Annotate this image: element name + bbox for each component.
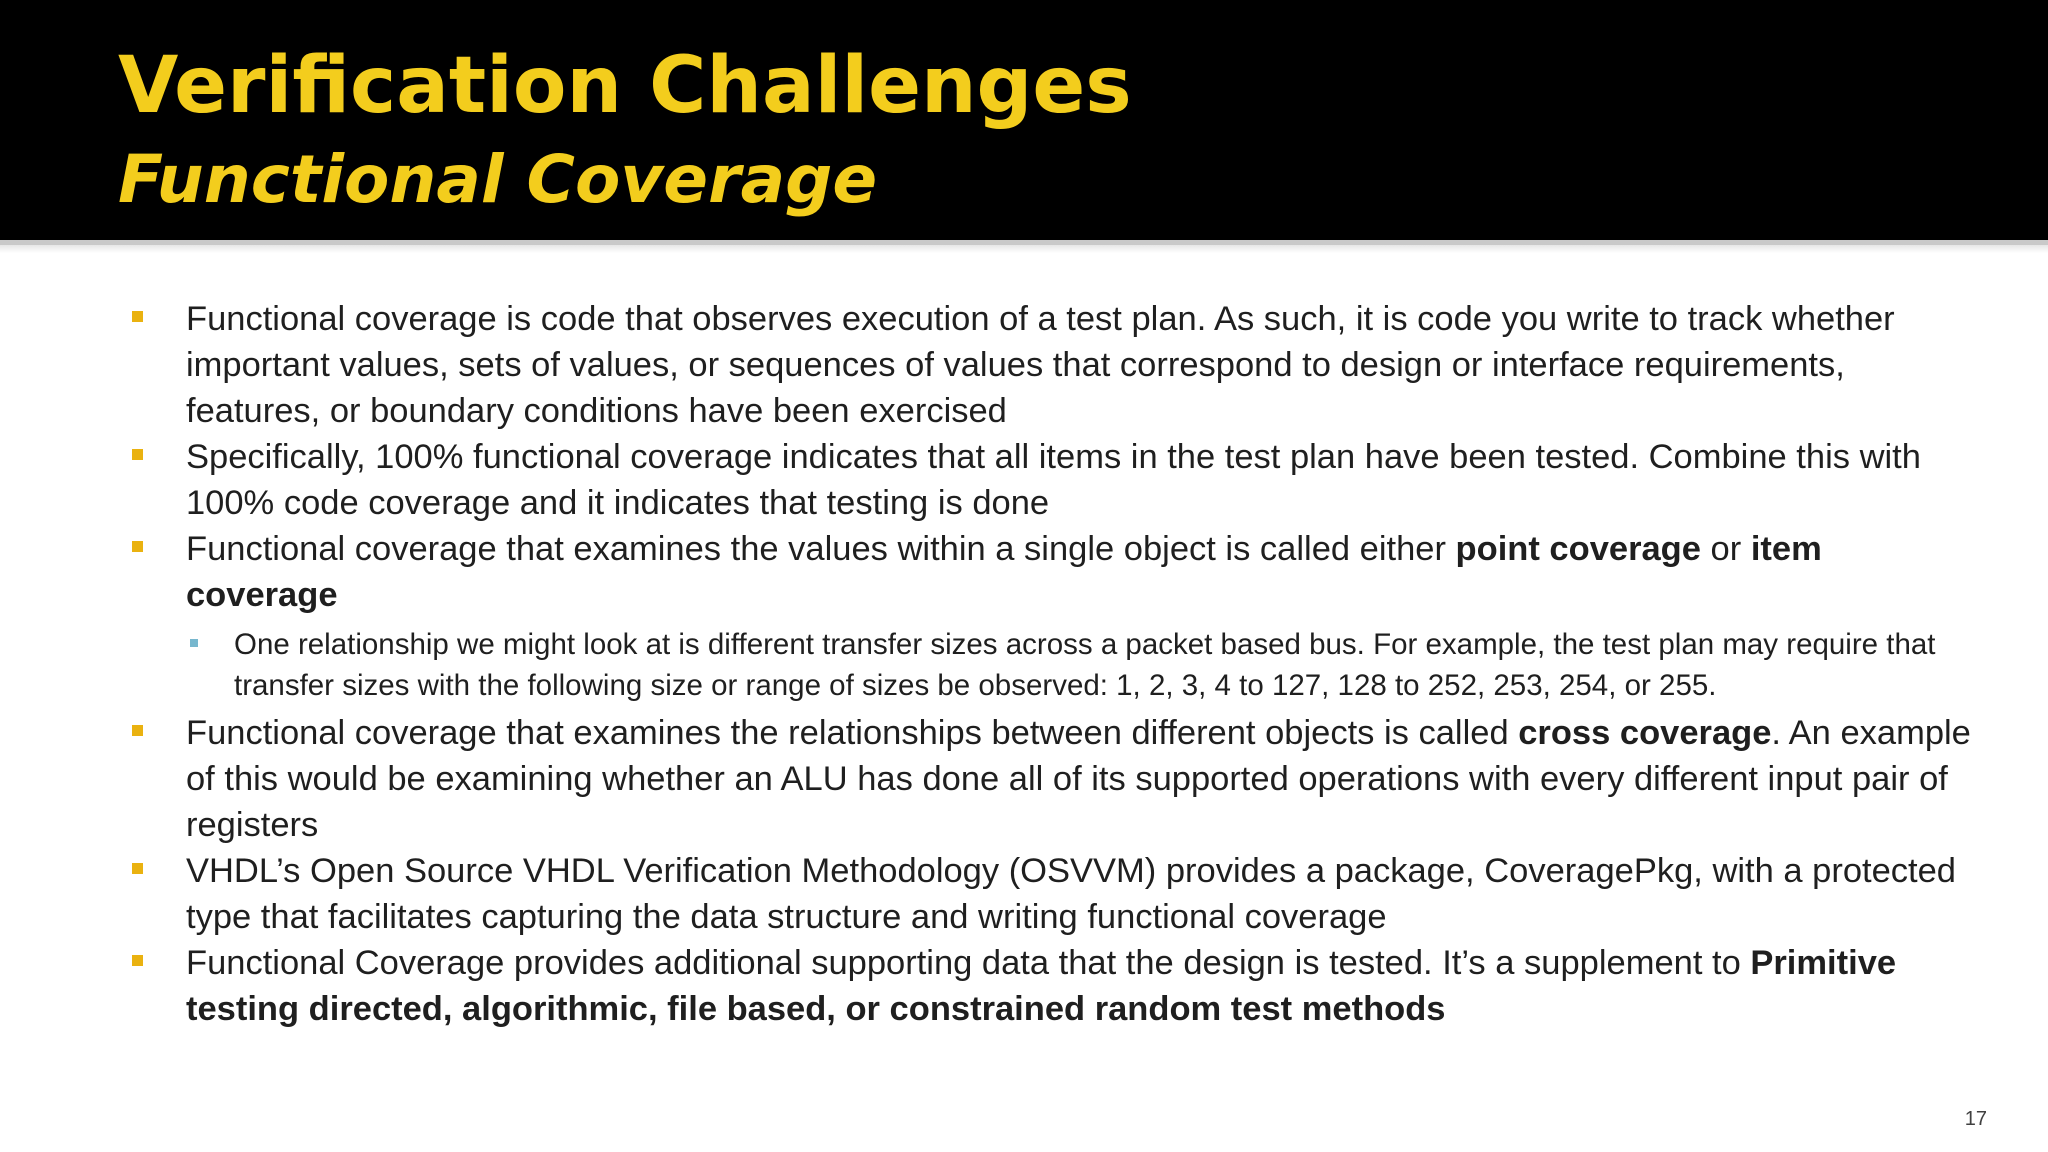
bold-term: point coverage <box>1455 530 1701 568</box>
bullet-text: VHDL’s Open Source VHDL Verification Methodology (OSVVM) provides a package, CoveragePkg, with a protected type that facilitates capturing the data structure and writing functional coverage <box>186 852 1956 936</box>
slide-subtitle: Functional Coverage <box>118 141 878 218</box>
bullet-item <box>130 710 1978 848</box>
bullet-list <box>130 296 1978 1032</box>
bullet-marker-icon <box>132 541 143 552</box>
bullet-item <box>130 434 1978 526</box>
bullet-item <box>130 848 1978 940</box>
sub-bullet-marker-icon <box>190 639 198 647</box>
page-number: 17 <box>1964 1108 1987 1130</box>
sub-bullet-item <box>130 624 1978 706</box>
bold-term: item coverage <box>186 530 1822 614</box>
bold-term: Primitive testing directed, algorithmic, file based, or constrained random test methods <box>186 944 1897 1028</box>
bullet-marker-icon <box>132 449 143 460</box>
bullet-marker-icon <box>132 311 143 322</box>
bullet-text: or <box>1700 530 1751 568</box>
bullet-text: Functional coverage that examines the values within a single object is called either <box>186 530 1456 568</box>
bullet-item <box>130 296 1978 434</box>
bullet-marker-icon <box>132 955 143 966</box>
bullet-text: Specifically, 100% functional coverage indicates that all items in the test plan have been tested. Combine this with 100% code coverage and it indicates that testing is done <box>186 438 1921 522</box>
bullet-text: . An example of this would be examining whether an ALU has done all of its supported operations with every different input pair of registers <box>186 714 1971 844</box>
bullet-marker-icon <box>132 725 143 736</box>
bullet-item <box>130 940 1978 1032</box>
bullet-marker-icon <box>132 863 143 874</box>
bullet-text: Functional Coverage provides additional supporting data that the design is tested. It’s a supplement to <box>186 944 1751 982</box>
bullet-item <box>130 526 1978 618</box>
slide-title: Verification Challenges <box>118 41 1132 131</box>
bullet-text: Functional coverage that examines the relationships between different objects is called <box>186 714 1519 752</box>
title-divider-shadow <box>0 245 2048 253</box>
sub-bullet-text: One relationship we might look at is different transfer sizes across a packet based bus. For example, the test plan may require that transfer sizes with the following size or range of sizes be observed: 1, 2, 3, 4 to 127, 128 to 252, 253, 254, or 255. <box>234 628 1936 702</box>
bullet-text: Functional coverage is code that observes execution of a test plan. As such, it is code you write to track whether important values, sets of values, or sequences of values that correspond to design or interface requirements, features, or boundary conditions have been exercised <box>186 300 1895 430</box>
bold-term: cross coverage <box>1518 714 1772 752</box>
